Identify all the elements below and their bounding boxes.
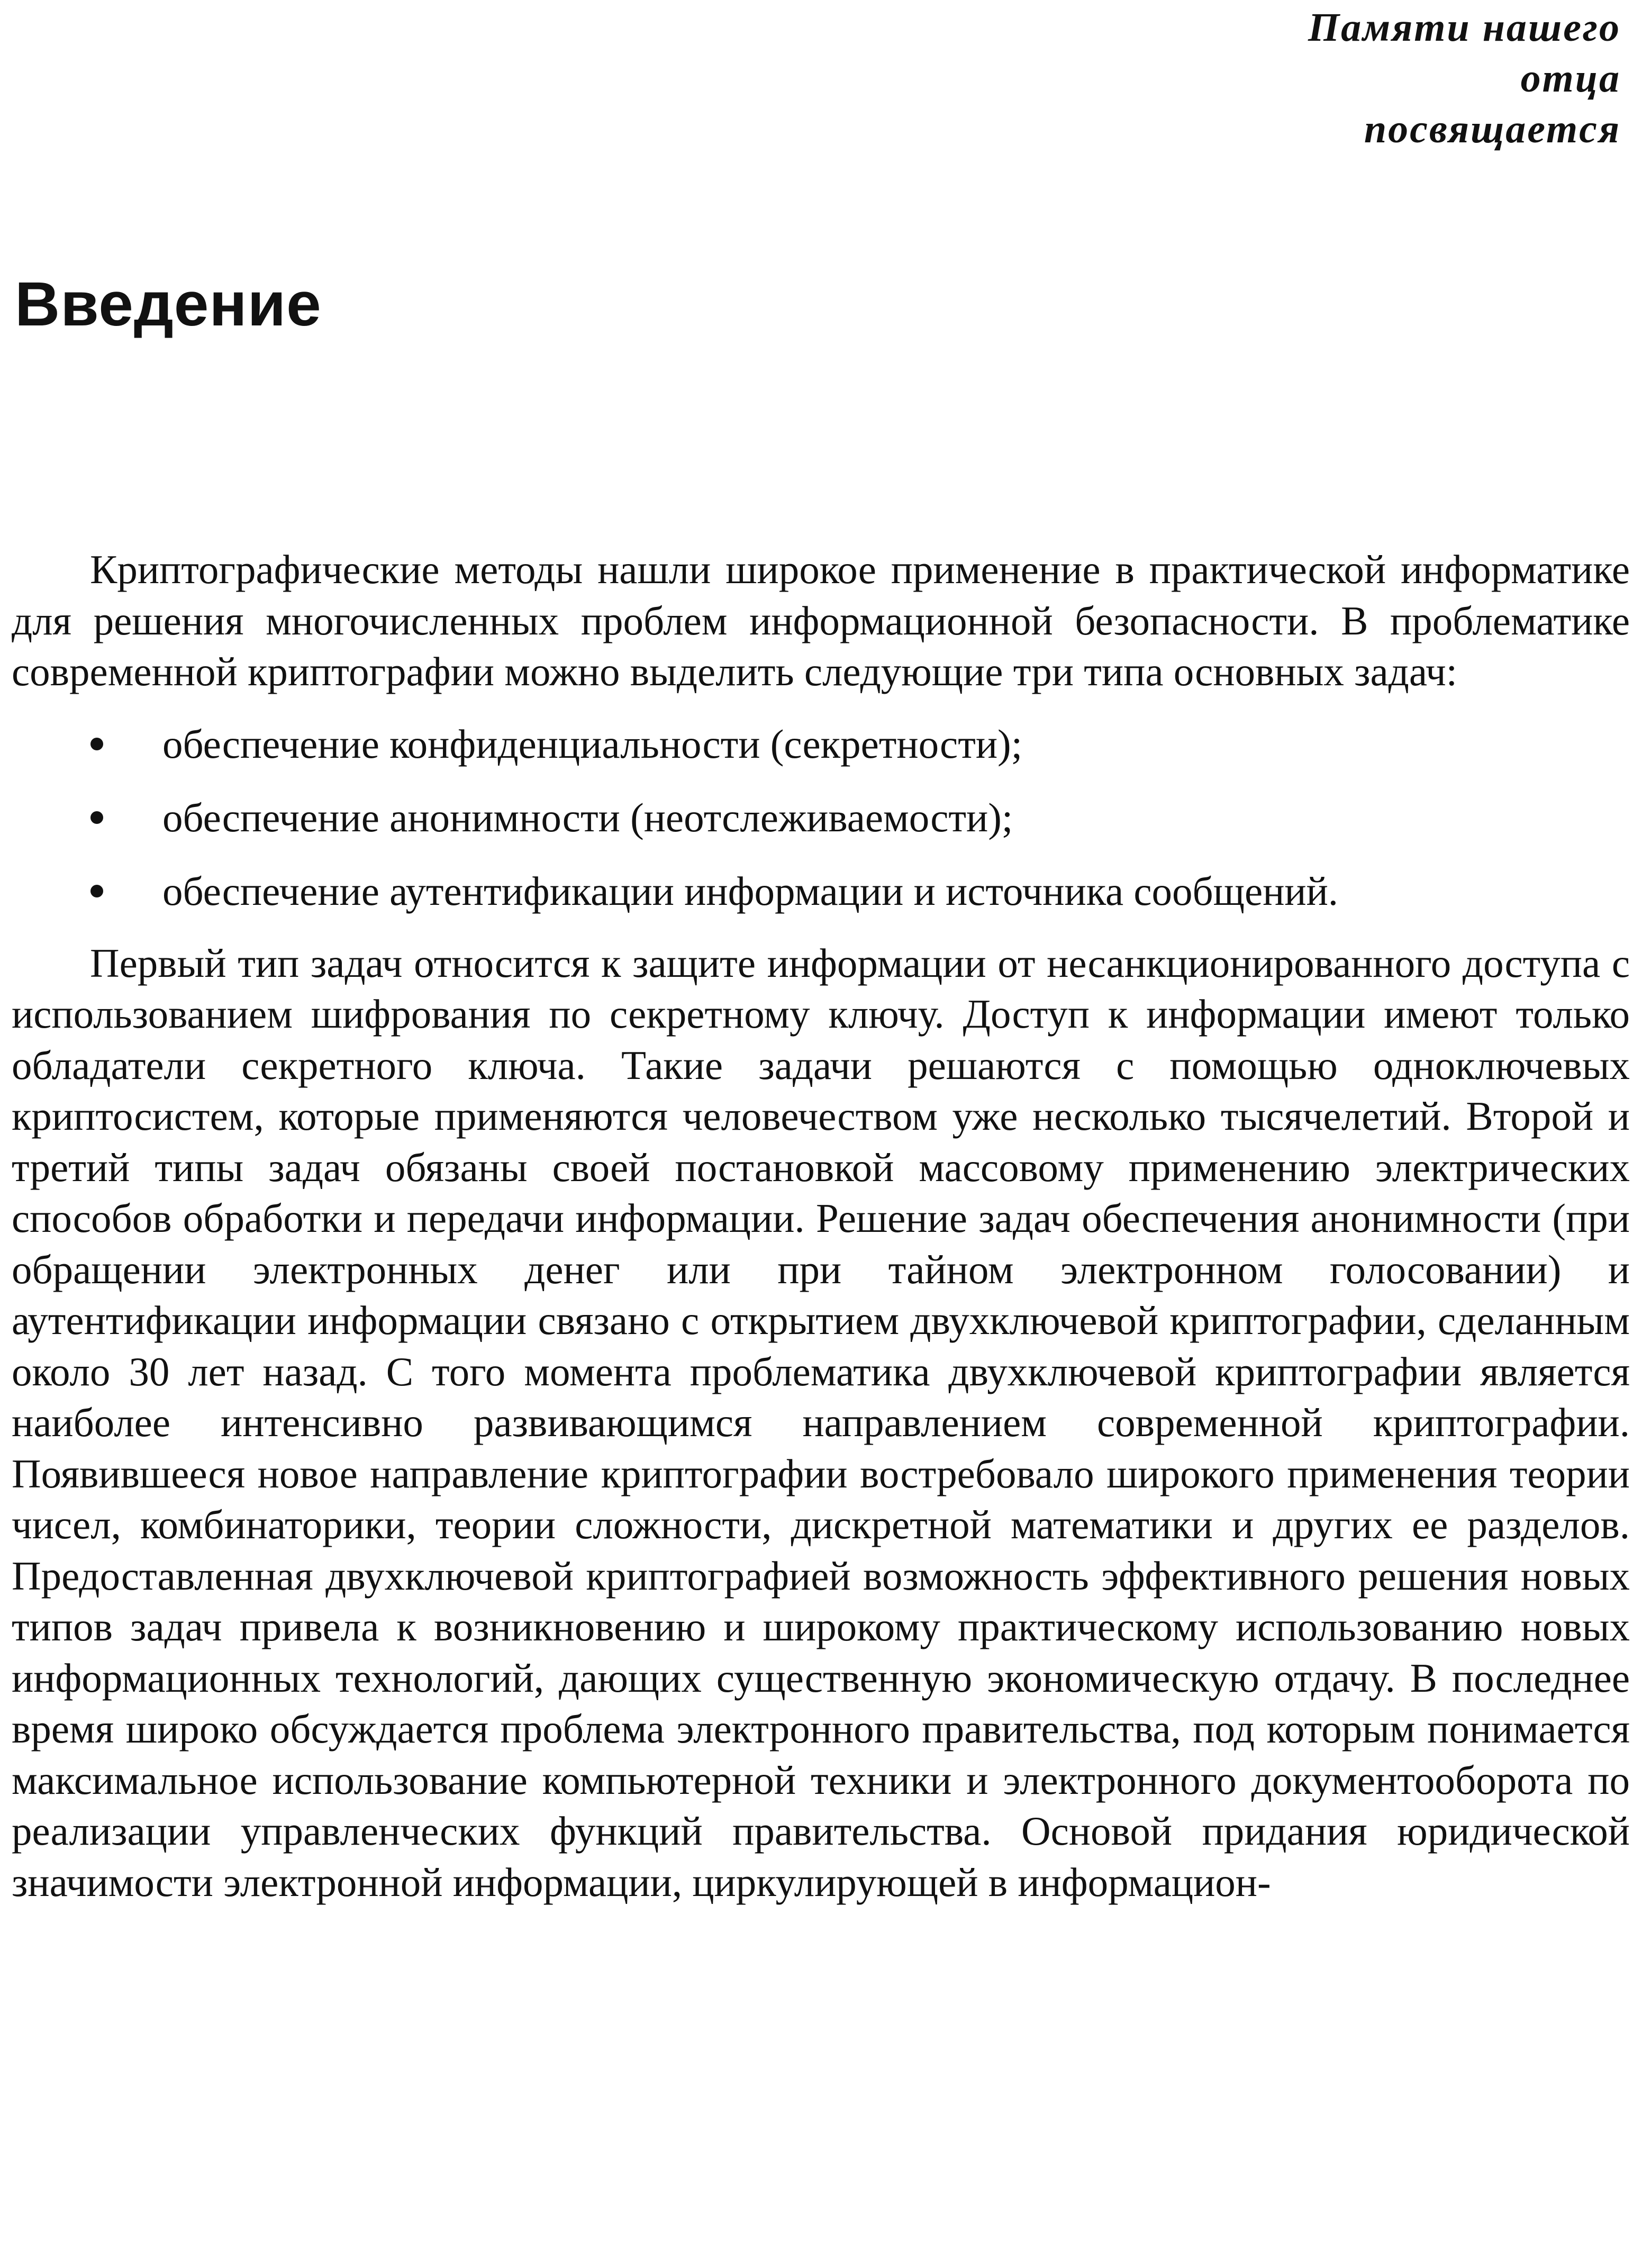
chapter-title: Введение	[15, 269, 322, 339]
list-item	[12, 792, 1630, 843]
intro-paragraph: Криптографические методы нашли широкое применение в практической информатике для решения многочисленных проблем информационной безопасности. В проблематике современной криптографии можно выделить следующие три типа основных задач:	[12, 547, 1630, 694]
dedication-line-2: посвящается	[1364, 107, 1621, 151]
bullet-icon	[90, 738, 103, 750]
list-item	[12, 719, 1630, 769]
list-item	[12, 866, 1630, 917]
list-item-text: обеспечение анонимности (неотслеживаемости);	[162, 794, 1013, 840]
dedication-line-1: Памяти нашего отца	[1308, 5, 1621, 101]
list-item-text: обеспечение аутентификации информации и источника сообщений.	[162, 868, 1339, 914]
task-list	[12, 719, 1630, 917]
bullet-icon	[90, 811, 103, 824]
list-item-text: обеспечение конфиденциальности (секретности);	[162, 721, 1023, 767]
bullet-icon	[90, 885, 103, 897]
dedication	[1250, 2, 1621, 155]
main-paragraph: Первый тип задач относится к защите информации от несанкционированного доступа с использованием шифрования по секретному ключу. Доступ к информации имеют только обладатели секретного ключа. Такие задачи решаются с помощью одноключевых криптосистем, которые применяются человечеством уже несколько тысячелетий. Второй и третий типы задач обязаны своей постановкой массовому применению электрических способов обработки и передачи информации. Решение задач обеспечения анонимности (при обращении электронных денег или при тайном электронном голосовании) и аутентификации информации связано с открытием двухключевой криптографии, сделанным около 30 лет назад. С того момента проблематика двухключевой криптографии является наиболее интенсивно развивающимся направлением современной криптографии. Появившееся новое направление криптографии востребовало широкого применения теории чисел, комбинаторики, теории сложности, дискретной математики и других ее разделов. Предоставленная двухключевой криптографией возможность эффективного решения новых типов задач привела к возникновению и широкому практическому использованию новых информационных технологий, дающих существенную экономическую отдачу. В последнее время широко обсуждается проблема электронного правительства, под которым понимается максимальное использование компьютерной техники и электронного документооборота по реализации управленческих функций правительства. Основой придания юридической значимости электронной информации, циркулирующей в информацион-	[12, 940, 1630, 1905]
body-text	[12, 544, 1630, 1908]
